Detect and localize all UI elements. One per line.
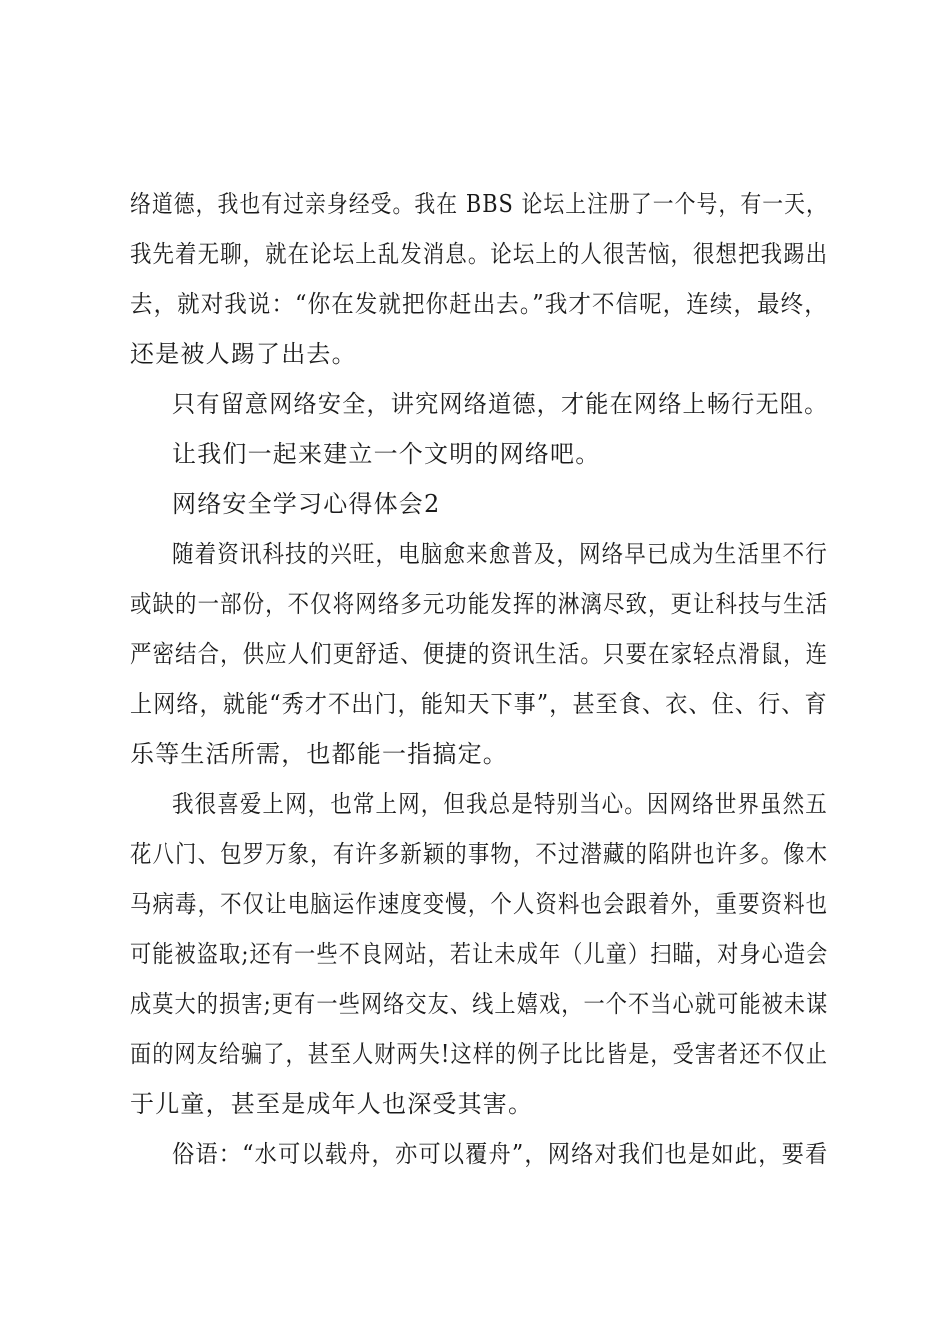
paragraph-start-line: 只有留意网络安全，讲究网络道德，才能在网络上畅行无阻。 bbox=[172, 390, 829, 418]
text-line: 花八门、包罗万象，有许多新颖的事物，不过潜藏的陷阱也许多。像木 bbox=[130, 840, 829, 868]
paragraph-start-line: 让我们一起来建立一个文明的网络吧。 bbox=[172, 440, 601, 468]
text-line: 马病毒，不仅让电脑运作速度变慢，个人资料也会跟着外，重要资料也 bbox=[130, 890, 829, 918]
text-line: 可能被盗取;还有一些不良网站，若让未成年（儿童）扫瞄，对身心造会 bbox=[130, 940, 829, 968]
text-line: 上网络，就能“秀才不出门，能知天下事”，甚至食、衣、住、行、育 bbox=[130, 690, 828, 718]
text-line: 面的网友给骗了，甚至人财两失!这样的例子比比皆是，受害者还不仅止 bbox=[130, 1040, 829, 1068]
text-line: 乐等生活所需，也都能一指搞定。 bbox=[130, 740, 508, 768]
paragraph-start-line: 我很喜爱上网，也常上网，但我总是特别当心。因网络世界虽然五 bbox=[172, 790, 828, 818]
text-line: 或缺的一部份，不仅将网络多元功能发挥的淋漓尽致，更让科技与生活 bbox=[130, 590, 829, 618]
paragraph-start-line: 随着资讯科技的兴旺，电脑愈来愈普及，网络早已成为生活里不行 bbox=[172, 540, 828, 568]
text-line: 络道德，我也有过亲身经受。我在 BBS 论坛上注册了一个号，有一天， bbox=[130, 190, 828, 218]
text-line: 严密结合，供应人们更舒适、便捷的资讯生活。只要在家轻点滑鼠，连 bbox=[130, 640, 829, 668]
section-heading: 网络安全学习心得体会2 bbox=[172, 490, 441, 518]
text-line: 去，就对我说：“你在发就把你赶出去。”我才不信呢，连续，最终， bbox=[130, 290, 828, 318]
text-line: 我先着无聊，就在论坛上乱发消息。论坛上的人很苦恼，很想把我踢出 bbox=[130, 240, 829, 268]
text-line: 还是被人踢了出去。 bbox=[130, 340, 357, 368]
text-line: 于儿童，甚至是成年人也深受其害。 bbox=[130, 1090, 534, 1118]
text-line: 成莫大的损害;更有一些网络交友、线上嬉戏，一个不当心就可能被未谋 bbox=[130, 990, 829, 1018]
paragraph-start-line: 俗语：“水可以载舟，亦可以覆舟”，网络对我们也是如此，要看 bbox=[172, 1140, 829, 1168]
